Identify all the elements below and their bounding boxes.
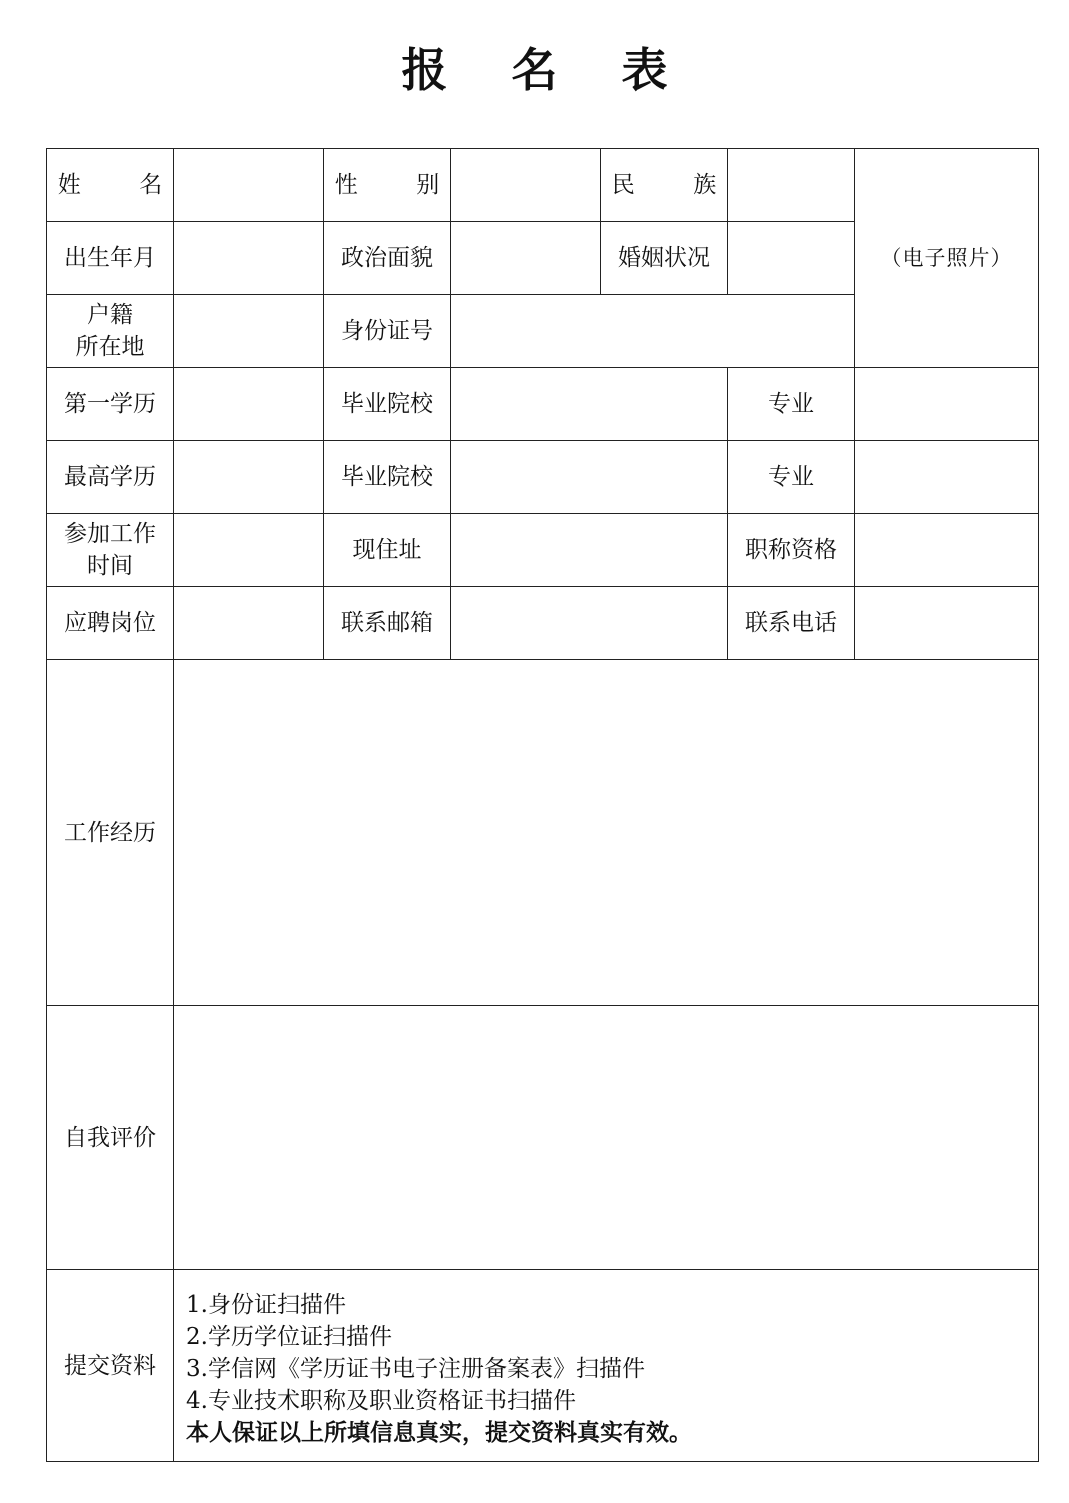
hukou-label-line1: 户籍 [87, 302, 133, 328]
marital-label: 婚姻状况 [601, 222, 728, 295]
row-work-experience [47, 660, 1039, 1006]
first-school-label: 毕业院校 [324, 368, 451, 441]
materials-list [174, 1270, 1039, 1462]
photo-placeholder: （电子照片） [880, 246, 1013, 270]
work-start-label-line1: 参加工作 [64, 521, 156, 547]
first-major-field[interactable] [855, 368, 1039, 441]
hukou-field[interactable] [174, 295, 324, 368]
political-label: 政治面貌 [324, 222, 451, 295]
position-field[interactable] [174, 587, 324, 660]
id-number-label: 身份证号 [324, 295, 451, 368]
first-education-label: 第一学历 [47, 368, 174, 441]
phone-field[interactable] [855, 587, 1039, 660]
row-self-evaluation [47, 1006, 1039, 1270]
position-label: 应聘岗位 [47, 587, 174, 660]
hukou-label [47, 295, 174, 368]
form-title: 报 名 表 [401, 43, 668, 97]
row-materials [47, 1270, 1039, 1462]
gender-field[interactable] [451, 149, 601, 222]
materials-item: 4.专业技术职称及职业资格证书扫描件 [186, 1387, 576, 1414]
political-field[interactable] [451, 222, 601, 295]
highest-school-label: 毕业院校 [324, 441, 451, 514]
work-experience-field[interactable] [174, 660, 1039, 1006]
row-first-education [47, 368, 1039, 441]
registration-form-table [46, 148, 1039, 1462]
name-field[interactable] [174, 149, 324, 222]
row-basic-1 [47, 149, 1039, 222]
materials-item: 2.学历学位证扫描件 [186, 1323, 392, 1350]
highest-major-label: 专业 [728, 441, 855, 514]
address-label: 现住址 [324, 514, 451, 587]
photo-cell[interactable] [855, 149, 1039, 368]
highest-school-field[interactable] [451, 441, 728, 514]
birth-field[interactable] [174, 222, 324, 295]
materials-item: 3.学信网《学历证书电子注册备案表》扫描件 [186, 1355, 645, 1382]
highest-education-field[interactable] [174, 441, 324, 514]
name-label: 姓 名 [47, 149, 174, 222]
email-field[interactable] [451, 587, 728, 660]
work-start-label [47, 514, 174, 587]
phone-label: 联系电话 [728, 587, 855, 660]
address-field[interactable] [451, 514, 728, 587]
row-highest-education [47, 441, 1039, 514]
birth-label: 出生年月 [47, 222, 174, 295]
row-work-start [47, 514, 1039, 587]
title-qualification-label: 职称资格 [728, 514, 855, 587]
hukou-label-line2: 所在地 [75, 334, 145, 360]
id-number-field[interactable] [451, 295, 855, 368]
self-evaluation-label: 自我评价 [47, 1006, 174, 1270]
row-contact [47, 587, 1039, 660]
ethnicity-label: 民 族 [601, 149, 728, 222]
materials-label: 提交资料 [47, 1270, 174, 1462]
marital-field[interactable] [728, 222, 855, 295]
highest-education-label: 最高学历 [47, 441, 174, 514]
first-school-field[interactable] [451, 368, 728, 441]
gender-label: 性 别 [324, 149, 451, 222]
first-education-field[interactable] [174, 368, 324, 441]
pledge-statement: 本人保证以上所填信息真实，提交资料真实有效。 [186, 1419, 692, 1446]
work-start-label-line2: 时间 [87, 553, 133, 579]
self-evaluation-field[interactable] [174, 1006, 1039, 1270]
highest-major-field[interactable] [855, 441, 1039, 514]
work-start-field[interactable] [174, 514, 324, 587]
email-label: 联系邮箱 [324, 587, 451, 660]
first-major-label: 专业 [728, 368, 855, 441]
work-experience-label: 工作经历 [47, 660, 174, 1006]
ethnicity-field[interactable] [728, 149, 855, 222]
materials-item: 1.身份证扫描件 [186, 1291, 346, 1318]
title-qualification-field[interactable] [855, 514, 1039, 587]
